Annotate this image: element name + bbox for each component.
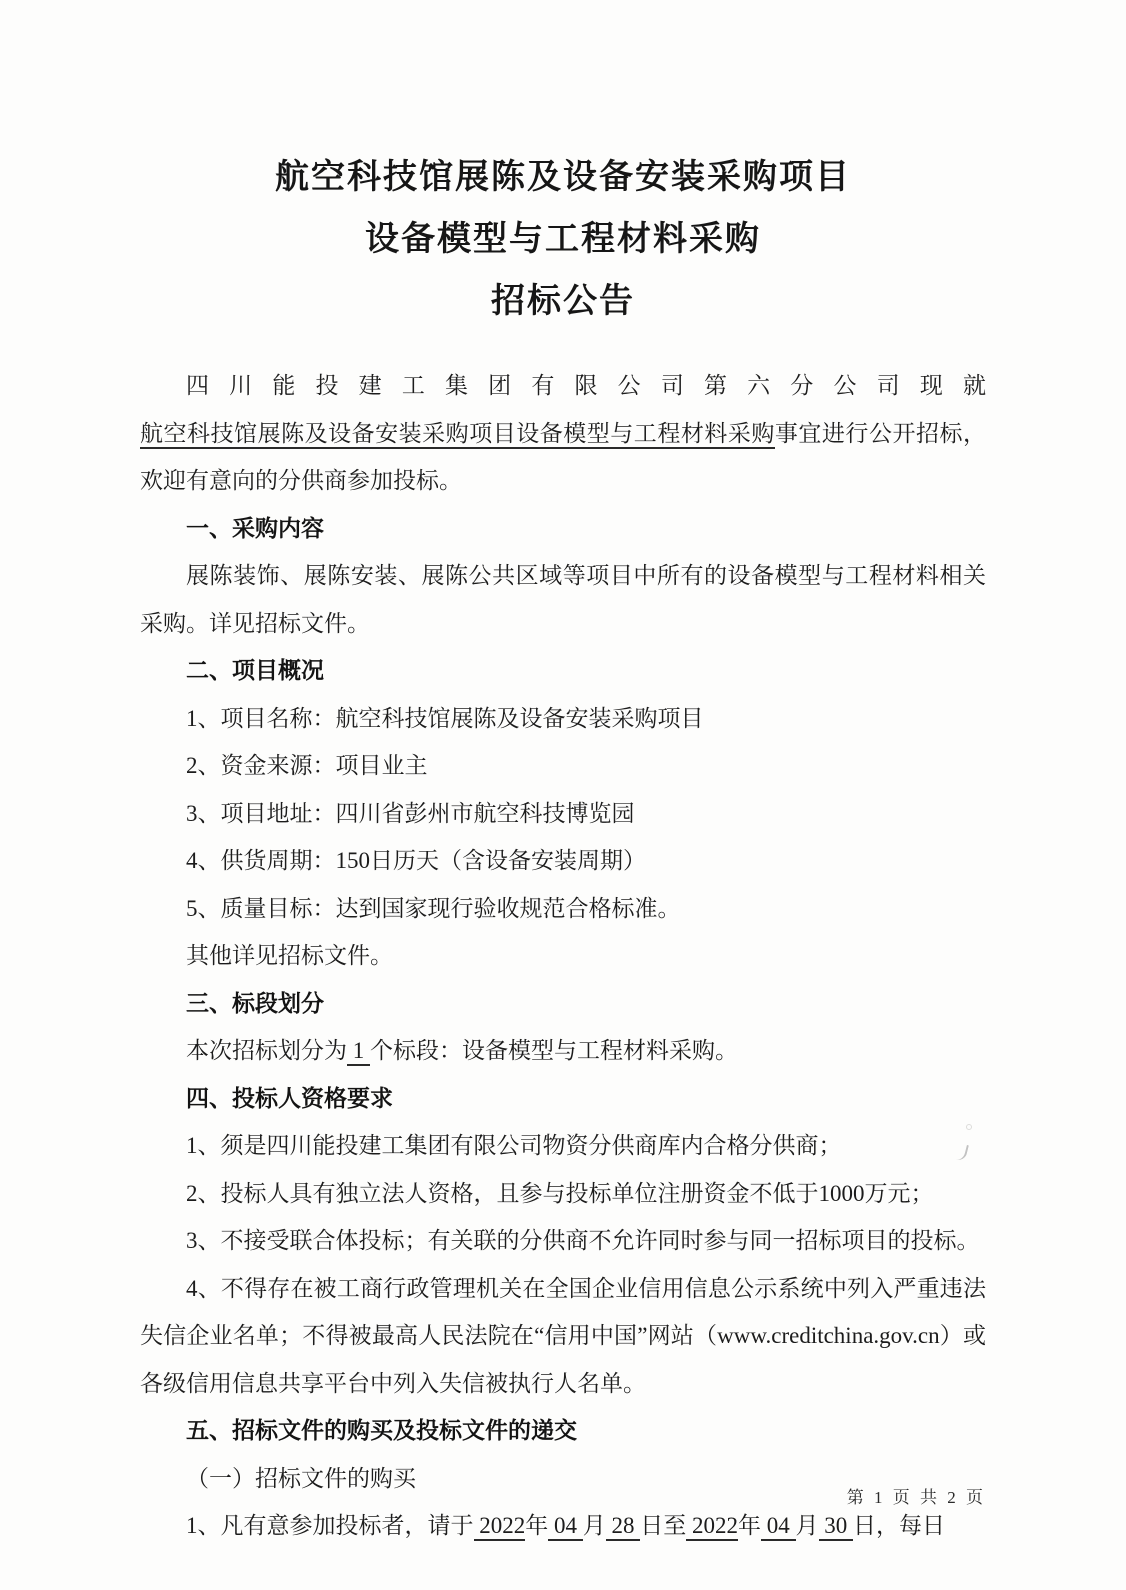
text-segment: 展陈装饰、展陈安装、展陈公共区域等项目中所有的设备模型与工程材料相关采购。详见招标文件。	[140, 563, 986, 636]
text-segment: 1、项目名称：航空科技馆展陈及设备安装采购项目	[186, 705, 704, 731]
paragraph	[140, 837, 986, 885]
paragraph	[140, 1217, 986, 1265]
text-segment: 其他详见招标文件。	[186, 943, 393, 968]
text-segment: 四、投标人资格要求	[186, 1084, 393, 1111]
section-heading	[140, 1075, 986, 1123]
title-line-announcement: 招标公告	[491, 282, 635, 320]
text-segment: 2、资金来源：项目业主	[186, 753, 428, 778]
paragraph	[140, 932, 986, 980]
underlined-text: 04	[548, 1513, 583, 1541]
text-segment: 四川能投建工集团有限公司第六分公司现就	[186, 373, 986, 398]
text-segment: 二、项目概况	[186, 657, 324, 683]
underlined-text: 2022	[474, 1513, 526, 1541]
text-segment: 三、标段划分	[186, 989, 324, 1016]
paragraph	[140, 1027, 986, 1075]
text-segment: 月	[582, 1513, 606, 1538]
text-segment: 日，每日	[853, 1513, 945, 1538]
text-segment: 本次招标划分为	[186, 1038, 347, 1063]
text-segment: 事宜进行公开招标，欢迎有意向的分供商参加投标。	[140, 420, 987, 493]
text-segment: 3、不接受联合体投标；有关联的分供商不允许同时参与同一招标项目的投标。	[186, 1228, 980, 1253]
title-line-subject: 设备模型与工程材料采购	[365, 220, 761, 258]
underlined-text: 航空科技馆展陈及设备安装采购项目设备模型与工程材料采购	[140, 421, 775, 449]
section-heading	[140, 647, 986, 695]
section-heading	[140, 1407, 986, 1455]
text-segment: 4、不得存在被工商行政管理机关在全国企业信用信息公示系统中列入严重违法失信企业名单；不得被最高人民法院在“信用中国”网站（www.creditchina.gov.cn）或各级信用信息共享平台中列入失信被执行人名单。	[140, 1275, 986, 1396]
paragraph	[140, 1265, 986, 1408]
underlined-text: 28	[606, 1513, 641, 1541]
document-title-block	[0, 0, 1126, 332]
text-segment: 一、采购内容	[186, 514, 324, 541]
text-segment: （一）招标文件的购买	[186, 1465, 416, 1491]
text-segment: 月	[795, 1513, 819, 1538]
page-number: 第 1 页 共 2 页	[846, 1488, 986, 1507]
paragraph	[140, 695, 986, 743]
underlined-text: 30	[819, 1513, 854, 1541]
paragraph	[140, 742, 986, 790]
paragraph	[140, 790, 986, 838]
paragraph	[140, 1122, 986, 1170]
scan-speck-artifact	[966, 1124, 972, 1130]
page-footer	[847, 1483, 986, 1508]
text-segment: 3、项目地址：四川省彭州市航空科技博览园	[186, 800, 635, 826]
underlined-text: 1	[347, 1038, 370, 1066]
underlined-text: 04	[761, 1513, 796, 1541]
underlined-text: 2022	[686, 1513, 738, 1541]
text-segment: 4、供货周期：150日历天（含设备安装周期）	[186, 848, 646, 873]
text-segment: 日至	[640, 1513, 687, 1538]
text-segment: 年	[525, 1513, 549, 1538]
paragraph	[140, 885, 986, 933]
paragraph	[140, 1170, 986, 1218]
text-segment: 五、招标文件的购买及投标文件的递交	[186, 1417, 577, 1443]
paragraph	[140, 552, 986, 647]
text-segment: 2、投标人具有独立法人资格，且参与投标单位注册资金不低于1000万元；	[186, 1180, 934, 1206]
text-segment: 5、质量目标：达到国家现行验收规范合格标准。	[186, 895, 681, 921]
paragraph	[140, 1502, 986, 1550]
section-heading	[140, 505, 986, 553]
text-segment: 1、凡有意参加投标者，请于	[186, 1513, 474, 1538]
paragraph	[140, 362, 986, 505]
text-segment: 1、须是四川能投建工集团有限公司物资分供商库内合格分供商；	[186, 1133, 842, 1158]
section-heading	[140, 980, 986, 1028]
document-body	[0, 332, 1126, 1550]
text-segment: 个标段：设备模型与工程材料采购。	[370, 1038, 738, 1063]
title-line-project: 航空科技馆展陈及设备安装采购项目	[275, 158, 851, 196]
text-segment: 年	[738, 1513, 761, 1538]
